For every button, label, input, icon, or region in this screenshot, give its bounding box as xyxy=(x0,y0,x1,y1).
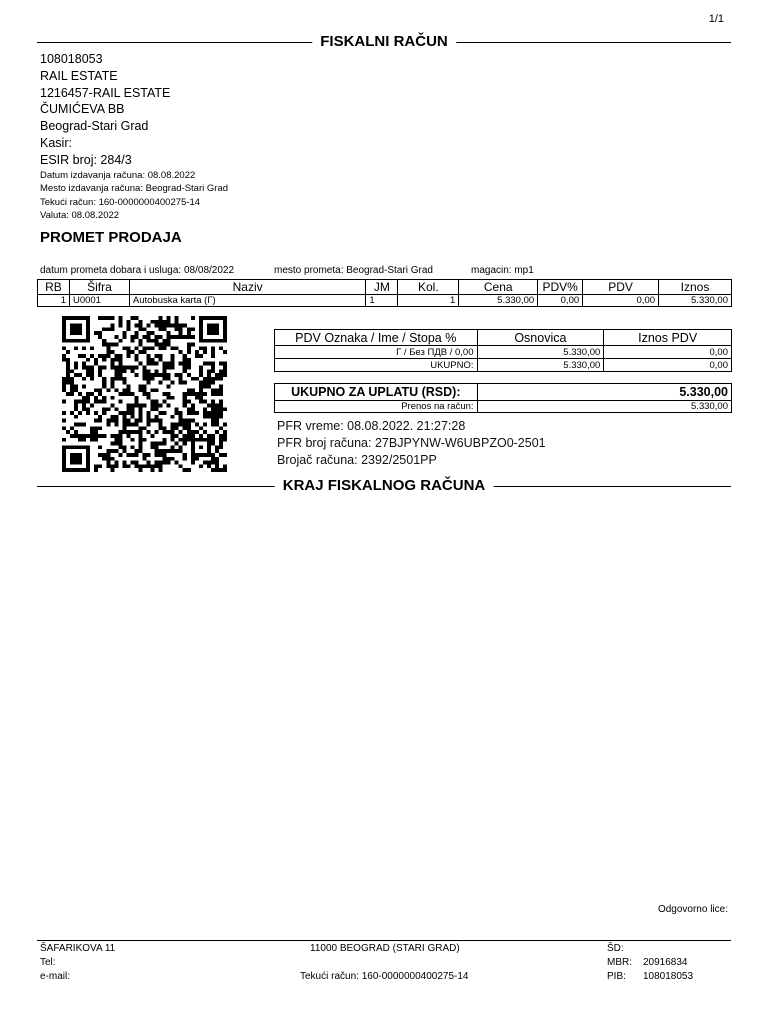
end-title: KRAJ FISKALNOG RAČUNA xyxy=(275,477,494,494)
footer-divider xyxy=(37,940,731,941)
col-pdv: PDV xyxy=(583,280,659,295)
col-sifra: Šifra xyxy=(69,280,129,295)
footer-pib-label: PIB: xyxy=(607,971,626,982)
pfr-block xyxy=(277,418,546,469)
transfer-row xyxy=(275,401,732,413)
vat-col-base: Osnovica xyxy=(477,330,604,346)
item-code: U0001 xyxy=(69,295,129,307)
transfer-label: Prenos na račun: xyxy=(275,401,478,413)
cashier: Kasir: xyxy=(40,135,72,150)
turnover-place: mesto prometa: Beograd-Stari Grad xyxy=(274,265,433,276)
pfr-counter: Brojač računa: 2392/2501PP xyxy=(277,453,437,467)
col-jm: JM xyxy=(366,280,398,295)
total-table xyxy=(274,383,732,413)
issuer-name: RAIL ESTATE xyxy=(40,68,118,83)
vat-header-row xyxy=(275,330,732,346)
transfer-value: 5.330,00 xyxy=(477,401,731,413)
receipt-title: FISKALNI RAČUN xyxy=(312,33,456,50)
footer-account: Tekući račun: 160-0000000400275-14 xyxy=(300,971,469,982)
vat-total-amount: 0,00 xyxy=(604,359,732,372)
vat-total-base: 5.330,00 xyxy=(477,359,604,372)
col-naziv: Naziv xyxy=(129,280,366,295)
col-rb: RB xyxy=(38,280,70,295)
signature-label: Odgovorno lice: xyxy=(657,904,728,915)
footer-sd-label: ŠD: xyxy=(607,943,624,954)
total-value: 5.330,00 xyxy=(477,384,731,401)
footer-mbr-label: MBR: xyxy=(607,957,632,968)
items-table xyxy=(37,279,732,307)
footer-city: 11000 BEOGRAD (STARI GRAD) xyxy=(310,943,460,954)
qr-code xyxy=(62,316,227,472)
col-pdv-percent: PDV% xyxy=(538,280,583,295)
issue-date: Datum izdavanja računa: 08.08.2022 xyxy=(40,169,196,181)
item-vat: 0,00 xyxy=(583,295,659,307)
total-row xyxy=(275,384,732,401)
item-vat-rate: 0,00 xyxy=(538,295,583,307)
col-iznos: Iznos xyxy=(659,280,732,295)
esir-number: ESIR broj: 284/3 xyxy=(40,152,132,167)
issuer-city: Beograd-Stari Grad xyxy=(40,119,149,134)
footer-address: ŠAFARIKOVA 11 xyxy=(40,943,116,954)
vat-label: Г / Без ПДВ / 0,00 xyxy=(275,346,478,359)
issuer-branch: 1216457-RAIL ESTATE xyxy=(40,85,171,100)
items-header-row xyxy=(38,280,732,295)
item-rb: 1 xyxy=(38,295,70,307)
item-qty: 1 xyxy=(398,295,459,307)
end-title-bar xyxy=(37,477,731,497)
vat-amount: 0,00 xyxy=(604,346,732,359)
section-title: PROMET PRODAJA xyxy=(40,229,182,246)
item-unit: 1 xyxy=(366,295,398,307)
issuer-block xyxy=(40,51,228,223)
col-cena: Cena xyxy=(459,280,538,295)
page-number: 1/1 xyxy=(708,13,724,25)
table-row xyxy=(275,359,732,372)
warehouse: magacin: mp1 xyxy=(471,265,534,276)
table-row xyxy=(38,295,732,307)
col-kol: Kol. xyxy=(398,280,459,295)
issuer-address: ČUMIĆEVA BB xyxy=(40,102,125,117)
pfr-time: PFR vreme: 08.08.2022. 21:27:28 xyxy=(277,419,466,433)
footer-email: e-mail: xyxy=(40,971,71,982)
turnover-date: datum prometa dobara i usluga: 08/08/2022 xyxy=(40,265,235,276)
item-price: 5.330,00 xyxy=(459,295,538,307)
footer-pib-value: 108018053 xyxy=(643,971,694,982)
currency-date: Valuta: 08.08.2022 xyxy=(40,210,120,222)
vat-table xyxy=(274,329,732,372)
footer-tel: Tel: xyxy=(40,957,56,968)
item-name: Autobuska karta (Г) xyxy=(129,295,366,307)
vat-total-label: UKUPNO: xyxy=(275,359,478,372)
vat-base: 5.330,00 xyxy=(477,346,604,359)
vat-col-label: PDV Oznaka / Ime / Stopa % xyxy=(275,330,478,346)
table-row xyxy=(275,346,732,359)
pfr-number: PFR broj računa: 27BJPYNW-W6UBPZO0-2501 xyxy=(277,436,546,450)
receipt-title-bar xyxy=(37,33,731,53)
total-label: UKUPNO ZA UPLATU (RSD): xyxy=(275,384,478,401)
vat-col-amount: Iznos PDV xyxy=(604,330,732,346)
item-amount: 5.330,00 xyxy=(659,295,732,307)
issue-place: Mesto izdavanja računa: Beograd-Stari Grad xyxy=(40,183,228,195)
issuer-pib: 108018053 xyxy=(40,52,103,66)
bank-account: Tekući račun: 160-0000000400275-14 xyxy=(40,196,201,208)
footer-mbr-value: 20916834 xyxy=(643,957,688,968)
